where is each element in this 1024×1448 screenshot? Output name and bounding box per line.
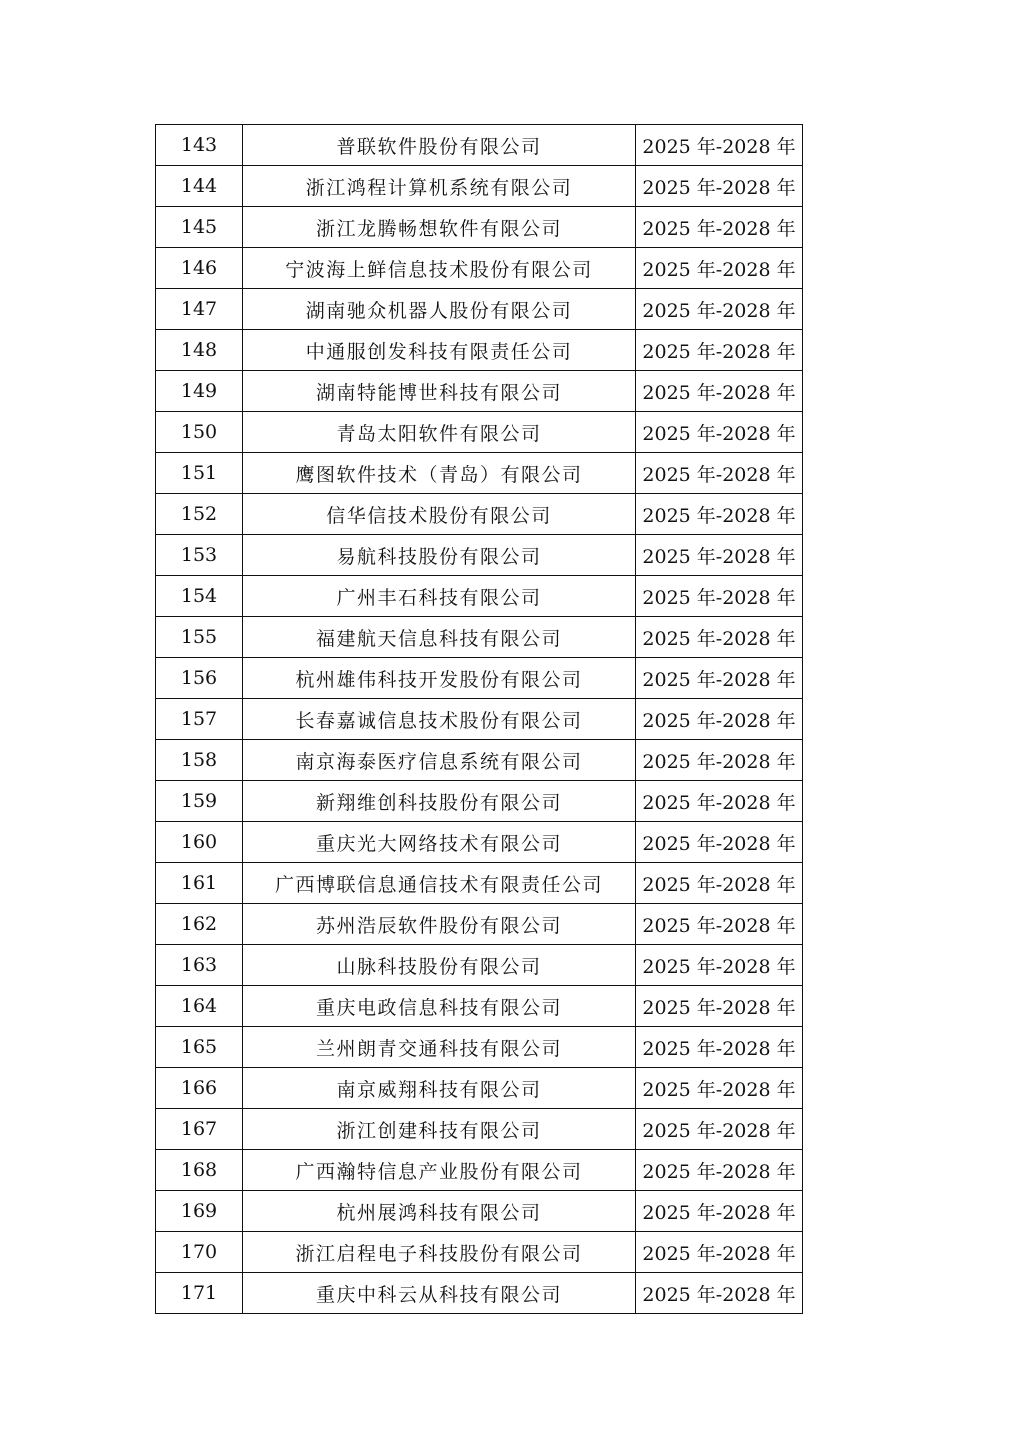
- row-number-cell: 159: [156, 781, 243, 822]
- validity-period-cell: 2025 年-2028 年: [636, 1150, 803, 1191]
- company-name-cell: 青岛太阳软件有限公司: [243, 412, 636, 453]
- company-name-cell: 福建航天信息科技有限公司: [243, 617, 636, 658]
- row-number-cell: 162: [156, 904, 243, 945]
- company-name-cell: 易航科技股份有限公司: [243, 535, 636, 576]
- company-name-cell: 兰州朗青交通科技有限公司: [243, 1027, 636, 1068]
- company-name-cell: 山脉科技股份有限公司: [243, 945, 636, 986]
- validity-period-cell: 2025 年-2028 年: [636, 330, 803, 371]
- row-number-cell: 168: [156, 1150, 243, 1191]
- company-name-cell: 广西瀚特信息产业股份有限公司: [243, 1150, 636, 1191]
- row-number-cell: 167: [156, 1109, 243, 1150]
- company-name-cell: 湖南驰众机器人股份有限公司: [243, 289, 636, 330]
- company-list-table: [155, 124, 803, 1314]
- validity-period-cell: 2025 年-2028 年: [636, 289, 803, 330]
- company-name-cell: 普联软件股份有限公司: [243, 125, 636, 166]
- table-row: [156, 535, 803, 576]
- table-row: [156, 330, 803, 371]
- row-number-cell: 169: [156, 1191, 243, 1232]
- company-name-cell: 重庆光大网络技术有限公司: [243, 822, 636, 863]
- validity-period-cell: 2025 年-2028 年: [636, 945, 803, 986]
- validity-period-cell: 2025 年-2028 年: [636, 658, 803, 699]
- table-row: [156, 617, 803, 658]
- table-row: [156, 576, 803, 617]
- row-number-cell: 161: [156, 863, 243, 904]
- table-row: [156, 822, 803, 863]
- table-row: [156, 1191, 803, 1232]
- row-number-cell: 145: [156, 207, 243, 248]
- company-name-cell: 杭州展鸿科技有限公司: [243, 1191, 636, 1232]
- validity-period-cell: 2025 年-2028 年: [636, 166, 803, 207]
- validity-period-cell: 2025 年-2028 年: [636, 699, 803, 740]
- company-name-cell: 鹰图软件技术（青岛）有限公司: [243, 453, 636, 494]
- row-number-cell: 151: [156, 453, 243, 494]
- table-row: [156, 740, 803, 781]
- row-number-cell: 170: [156, 1232, 243, 1273]
- validity-period-cell: 2025 年-2028 年: [636, 576, 803, 617]
- company-name-cell: 浙江启程电子科技股份有限公司: [243, 1232, 636, 1273]
- table-body: [156, 125, 803, 1314]
- company-name-cell: 浙江创建科技有限公司: [243, 1109, 636, 1150]
- company-name-cell: 浙江鸿程计算机系统有限公司: [243, 166, 636, 207]
- row-number-cell: 166: [156, 1068, 243, 1109]
- company-name-cell: 新翔维创科技股份有限公司: [243, 781, 636, 822]
- validity-period-cell: 2025 年-2028 年: [636, 494, 803, 535]
- table-row: [156, 658, 803, 699]
- table-row: [156, 1150, 803, 1191]
- row-number-cell: 147: [156, 289, 243, 330]
- company-name-cell: 重庆电政信息科技有限公司: [243, 986, 636, 1027]
- table-row: [156, 1027, 803, 1068]
- company-name-cell: 南京海泰医疗信息系统有限公司: [243, 740, 636, 781]
- row-number-cell: 157: [156, 699, 243, 740]
- row-number-cell: 148: [156, 330, 243, 371]
- validity-period-cell: 2025 年-2028 年: [636, 863, 803, 904]
- row-number-cell: 160: [156, 822, 243, 863]
- table-row: [156, 125, 803, 166]
- company-name-cell: 长春嘉诚信息技术股份有限公司: [243, 699, 636, 740]
- row-number-cell: 152: [156, 494, 243, 535]
- table-row: [156, 207, 803, 248]
- company-name-cell: 南京威翔科技有限公司: [243, 1068, 636, 1109]
- validity-period-cell: 2025 年-2028 年: [636, 1068, 803, 1109]
- company-name-cell: 宁波海上鲜信息技术股份有限公司: [243, 248, 636, 289]
- row-number-cell: 144: [156, 166, 243, 207]
- validity-period-cell: 2025 年-2028 年: [636, 453, 803, 494]
- validity-period-cell: 2025 年-2028 年: [636, 617, 803, 658]
- validity-period-cell: 2025 年-2028 年: [636, 1109, 803, 1150]
- table-row: [156, 904, 803, 945]
- row-number-cell: 163: [156, 945, 243, 986]
- table-row: [156, 863, 803, 904]
- row-number-cell: 143: [156, 125, 243, 166]
- row-number-cell: 158: [156, 740, 243, 781]
- row-number-cell: 149: [156, 371, 243, 412]
- company-name-cell: 广州丰石科技有限公司: [243, 576, 636, 617]
- validity-period-cell: 2025 年-2028 年: [636, 1027, 803, 1068]
- table-row: [156, 494, 803, 535]
- table-row: [156, 166, 803, 207]
- validity-period-cell: 2025 年-2028 年: [636, 248, 803, 289]
- row-number-cell: 153: [156, 535, 243, 576]
- row-number-cell: 154: [156, 576, 243, 617]
- company-name-cell: 中通服创发科技有限责任公司: [243, 330, 636, 371]
- validity-period-cell: 2025 年-2028 年: [636, 1273, 803, 1314]
- company-name-cell: 苏州浩辰软件股份有限公司: [243, 904, 636, 945]
- validity-period-cell: 2025 年-2028 年: [636, 822, 803, 863]
- company-name-cell: 广西博联信息通信技术有限责任公司: [243, 863, 636, 904]
- validity-period-cell: 2025 年-2028 年: [636, 986, 803, 1027]
- row-number-cell: 146: [156, 248, 243, 289]
- table-row: [156, 986, 803, 1027]
- table-row: [156, 1068, 803, 1109]
- table-row: [156, 1232, 803, 1273]
- table-row: [156, 699, 803, 740]
- validity-period-cell: 2025 年-2028 年: [636, 412, 803, 453]
- table-row: [156, 1109, 803, 1150]
- table-row: [156, 412, 803, 453]
- company-name-cell: 信华信技术股份有限公司: [243, 494, 636, 535]
- company-name-cell: 重庆中科云从科技有限公司: [243, 1273, 636, 1314]
- table-row: [156, 289, 803, 330]
- validity-period-cell: 2025 年-2028 年: [636, 740, 803, 781]
- validity-period-cell: 2025 年-2028 年: [636, 1191, 803, 1232]
- row-number-cell: 165: [156, 1027, 243, 1068]
- validity-period-cell: 2025 年-2028 年: [636, 125, 803, 166]
- table-row: [156, 781, 803, 822]
- row-number-cell: 171: [156, 1273, 243, 1314]
- row-number-cell: 164: [156, 986, 243, 1027]
- row-number-cell: 155: [156, 617, 243, 658]
- validity-period-cell: 2025 年-2028 年: [636, 904, 803, 945]
- row-number-cell: 150: [156, 412, 243, 453]
- table-row: [156, 1273, 803, 1314]
- validity-period-cell: 2025 年-2028 年: [636, 207, 803, 248]
- table-row: [156, 371, 803, 412]
- validity-period-cell: 2025 年-2028 年: [636, 1232, 803, 1273]
- validity-period-cell: 2025 年-2028 年: [636, 371, 803, 412]
- validity-period-cell: 2025 年-2028 年: [636, 535, 803, 576]
- table-row: [156, 453, 803, 494]
- validity-period-cell: 2025 年-2028 年: [636, 781, 803, 822]
- table-row: [156, 248, 803, 289]
- company-name-cell: 杭州雄伟科技开发股份有限公司: [243, 658, 636, 699]
- company-name-cell: 湖南特能博世科技有限公司: [243, 371, 636, 412]
- company-name-cell: 浙江龙腾畅想软件有限公司: [243, 207, 636, 248]
- table-row: [156, 945, 803, 986]
- row-number-cell: 156: [156, 658, 243, 699]
